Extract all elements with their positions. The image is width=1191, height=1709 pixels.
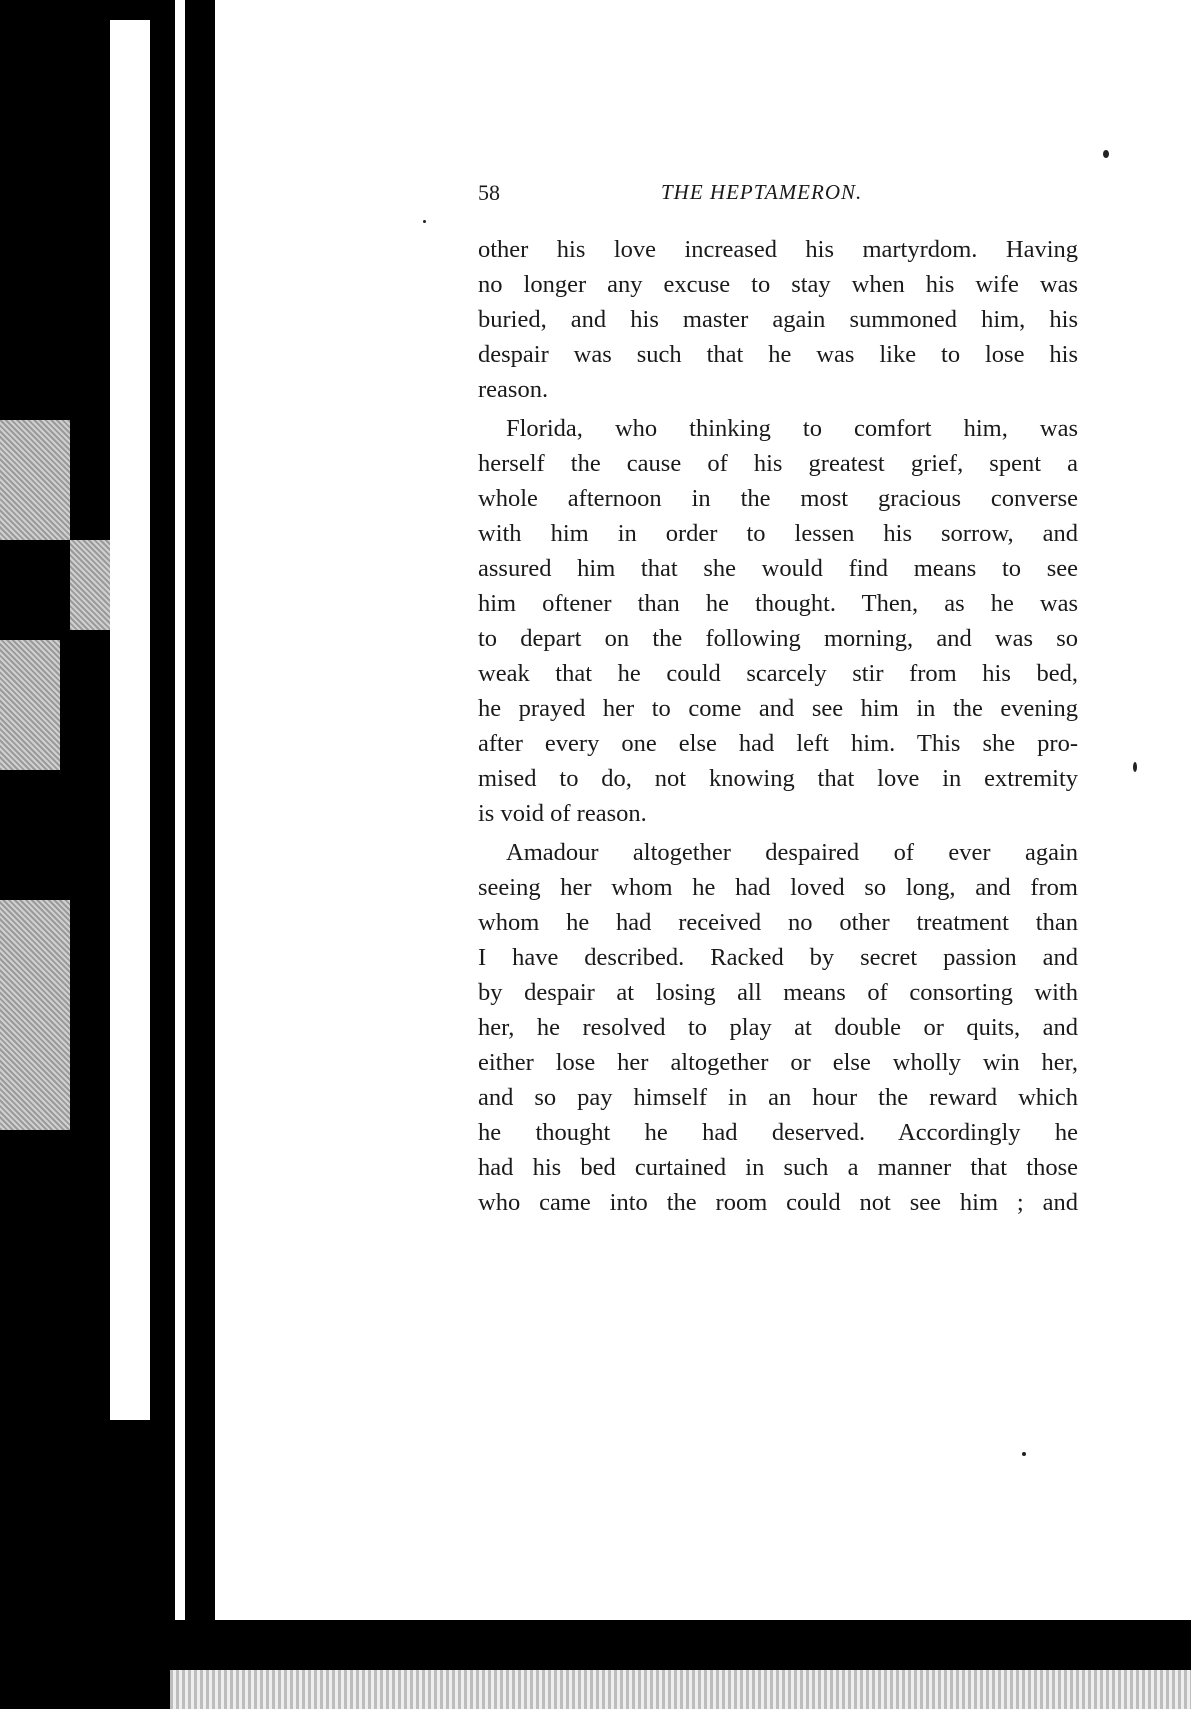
- text-line: either lose her altogether or else wholly win her,: [478, 1049, 1078, 1076]
- text-line: seeing her whom he had loved so long, and from: [478, 874, 1078, 901]
- text-line: other his love increased his martyrdom. Having: [478, 236, 1078, 263]
- text-line: mised to do, not knowing that love in extremity: [478, 765, 1078, 792]
- binding-texture: [70, 540, 110, 630]
- page-bottom-edge: [170, 1670, 1191, 1709]
- text-line: herself the cause of his greatest grief, spent a: [478, 450, 1078, 477]
- text-line: had his bed curtained in such a manner that those: [478, 1154, 1078, 1181]
- text-line: him oftener than he thought. Then, as he was: [478, 590, 1078, 617]
- text-line: Amadour altogether despaired of ever again: [506, 839, 1078, 866]
- scan-speck: [1133, 762, 1137, 772]
- text-line: he prayed her to come and see him in the evening: [478, 695, 1078, 722]
- text-line: by despair at losing all means of consorting with: [478, 979, 1078, 1006]
- binding-texture: [0, 640, 60, 770]
- text-line: Florida, who thinking to comfort him, was: [506, 415, 1078, 442]
- paragraph: [478, 835, 1078, 1220]
- text-line: who came into the room could not see him ; and: [478, 1189, 1078, 1216]
- text-line: reason.: [478, 376, 549, 403]
- binding-highlight: [110, 20, 150, 1420]
- paragraph: [478, 232, 1078, 407]
- text-line: whom he had received no other treatment than: [478, 909, 1078, 936]
- text-line: he thought he had deserved. Accordingly he: [478, 1119, 1078, 1146]
- page-number: 58: [478, 180, 500, 205]
- text-line: with him in order to lessen his sorrow, and: [478, 520, 1078, 547]
- scan-speck: [1022, 1452, 1026, 1456]
- text-line: buried, and his master again summoned him, his: [478, 306, 1078, 333]
- text-line: whole afternoon in the most gracious converse: [478, 485, 1078, 512]
- running-head: [478, 180, 1078, 212]
- text-line: is void of reason.: [478, 800, 647, 827]
- text-line: no longer any excuse to stay when his wife was: [478, 271, 1078, 298]
- text-line: her, he resolved to play at double or quits, and: [478, 1014, 1078, 1041]
- binding-highlight: [175, 0, 185, 1690]
- text-line: weak that he could scarcely stir from his bed,: [478, 660, 1078, 687]
- paragraph: [478, 411, 1078, 831]
- body-text: [478, 232, 1078, 1220]
- text-line: assured him that she would find means to see: [478, 555, 1078, 582]
- scan-speck: [423, 220, 426, 223]
- scan-speck: [1103, 150, 1109, 158]
- running-title: THE HEPTAMERON.: [661, 180, 863, 204]
- binding-texture: [0, 900, 70, 1130]
- text-line: and so pay himself in an hour the reward which: [478, 1084, 1078, 1111]
- binding-texture: [0, 420, 70, 540]
- text-line: after every one else had left him. This she pro-: [478, 730, 1078, 757]
- text-line: despair was such that he was like to lose his: [478, 341, 1078, 368]
- text-line: I have described. Racked by secret passion and: [478, 944, 1078, 971]
- text-line: to depart on the following morning, and was so: [478, 625, 1078, 652]
